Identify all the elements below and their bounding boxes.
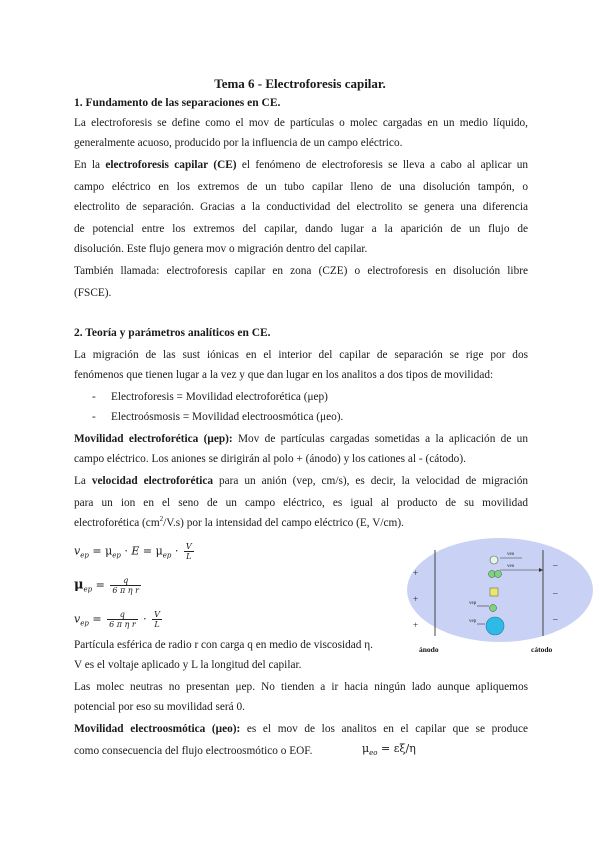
paragraph-line: La velocidad electroforética para un anión (vep, cm/s), es decir, la velocidad de migración (74, 475, 529, 487)
paragraph-line: En la electroforesis capilar (CE) el fenómeno de electroforesis se lleva a cabo al aplicar un (74, 159, 528, 171)
velocity-label: vep (469, 601, 477, 606)
paragraph-line: electrolito de separación. Gracias a la conductividad del electrolito se genera una diferencia (74, 201, 528, 213)
velocity-label: veo (507, 552, 515, 557)
plus-sign: + (413, 568, 419, 578)
cation-particle (495, 571, 502, 578)
page-title: Tema 6 - Electroforesis capilar. (214, 76, 386, 91)
paragraph-line: electroforética $(cm^2/V.s)$ por la intensidad del campo eléctrico (E, V/cm). (74, 515, 404, 529)
paragraph-line: V es el voltaje aplicado y L la longitud del capilar. (74, 659, 302, 671)
equation-electroosmotic: $\mu_{eo} = \varepsilon\xi/\eta$ (362, 742, 416, 757)
paragraph-line: fenómenos que tienen lugar a la vez y que dan lugar en los analitos a dos tipos de movilidad: (74, 369, 494, 381)
velocity-label: vep (469, 619, 477, 624)
minus-sign: – (553, 614, 558, 624)
bullet-dash: - (92, 411, 96, 423)
paragraph-line: La electroforesis se define como el mov de partículas o molec cargadas en un medio líquido, (74, 117, 528, 129)
minus-sign: – (553, 560, 558, 570)
section2-heading: 2. Teoría y parámetros analíticos en CE. (74, 327, 271, 339)
section1-heading: 1. Fundamento de las separaciones en CE. (74, 97, 281, 109)
equation-velocity: $v_{ep} = \mu_{ep} \cdot E = \mu_{ep}$ · $\frac{V}{L}$ (74, 542, 192, 561)
cation-particle (490, 605, 497, 612)
paragraph-line: También llamada: electroforesis capilar en zona (CZE) o electroforesis en disolución libre (74, 265, 528, 277)
paragraph-line: potencial por eso su movilidad será 0. (74, 701, 245, 713)
paragraph-line: como consecuencia del flujo electroosmótico o EOF. (74, 745, 313, 757)
paragraph-line: (FSCE). (74, 287, 112, 299)
paragraph-line: de potencial entre los extremos del capilar, dando lugar a la aparición de un flujo de (74, 223, 528, 235)
bullet-item: Electroósmosis = Movilidad electroosmótica (μeo). (111, 411, 344, 423)
paragraph-line: generalmente acuoso, producido por la influencia de un campo eléctrico. (74, 137, 403, 149)
paragraph-line: Movilidad electroosmótica (μeo): es el mov de los analitos en el capilar que se produce (74, 723, 528, 735)
bullet-item: Electroforesis = Movilidad electroforética (μep) (111, 391, 328, 403)
cathode-label: cátodo (531, 645, 553, 654)
minus-sign: – (553, 588, 558, 598)
paragraph-line: Movilidad electroforética (μep): Mov de partículas cargadas sometidas a la aplicación de un (74, 433, 528, 445)
neutral-particle (490, 588, 498, 596)
anion-particle (490, 556, 498, 564)
equation-mobility: $\mu_{ep}$ = $\frac{q}{\text{6 π η r}}$ (74, 576, 139, 595)
paragraph-line: para un ion en el seno de un campo eléctrico, es igual al producto de su movilidad (74, 497, 528, 509)
capillary-diagram (405, 538, 595, 662)
bullet-dash: - (92, 391, 96, 403)
equation-velocity-expanded: $v_{ep}$ = $\frac{q}{\text{6 π η r}}$ · $\frac{V}{L}$ (74, 610, 160, 629)
plus-sign: + (413, 620, 419, 630)
paragraph-line: disolución. Este flujo genera mov o migración dentro del capilar. (74, 243, 368, 255)
paragraph-line: campo eléctrico en los extremos de un tubo capilar lleno de una disolución tampón, o (74, 181, 528, 193)
velocity-label: veo (507, 564, 515, 569)
paragraph-line: Partícula esférica de radio r con carga q en medio de viscosidad η. (74, 639, 373, 651)
paragraph-line: Las molec neutras no presentan μep. No tienden a ir hacia ningún lado aunque apliquemos (74, 681, 528, 693)
paragraph-line: campo eléctrico. Los aniones se dirigirán al polo + (ánodo) y los cationes al - (cátodo). (74, 453, 466, 465)
anode-label: ánodo (419, 645, 439, 654)
paragraph-line: La migración de las sust iónicas en el interior del capilar de separación se rige por dos (74, 349, 528, 361)
plus-sign: + (413, 594, 419, 604)
large-sphere-particle (486, 617, 504, 635)
